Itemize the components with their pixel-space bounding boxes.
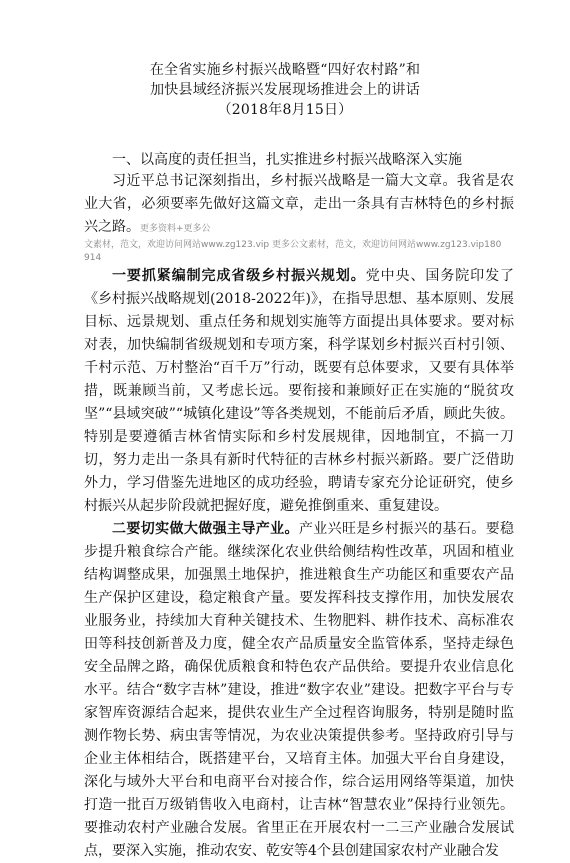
- paragraph-2-text: 党中央、国务院印发了《乡村振兴战略规划(2018-2022年)》，在指导思想、基本原则、发展目标、远景规划、重点任务和规划实施等方面提出具体要求。要对标对表，加快编制省级规划和专项方案，科学谋划乡村振兴百村引领、千村示范、万村整治“百千万”行动，既要有总体要求，又要有具体举措，既兼顾当前，又考虑长远。要衔接和兼顾好正在实施的“脱贫攻坚”“县域突破”“城镇化建设”等各类规划，不能前后矛盾，顾此失彼。特别是要遵循吉林省情实际和乡村发展规律，因地制宜，不搞一刀切，努力走出一条具有新时代特征的吉林乡村振兴新路。要广泛借助外力，学习借鉴先进地区的成功经验，聘请专家充分论证研究，使乡村振兴从起步阶段就把握好度，避免推倒重来、重复建设。: [84, 268, 515, 514]
- section-heading-1: 一、以高度的责任担当，扎实推进乡村振兴战略深入实施: [112, 152, 462, 168]
- paragraph-2: [84, 265, 514, 518]
- title-line-2: 加快县域经济振兴发展现场推进会上的讲话: [150, 82, 420, 98]
- speech-title: [0, 60, 570, 120]
- inline-watermark: 更多资料+更多公: [140, 224, 211, 234]
- title-line-1: 在全省实施乡村振兴战略暨“四好农村路”和: [149, 62, 421, 78]
- paragraph-3: [84, 518, 514, 863]
- paragraph-2-lead: 一要抓紧编制完成省级乡村振兴规划。: [112, 268, 366, 284]
- paragraph-3-text: 产业兴旺是乡村振兴的基石。要稳步提升粮食综合产能。继续深化农业供给侧结构性改革，巩固和植业结构调整成果，加强黑土地保护，推进粮食生产功能区和重要农产品生产保护区建设，稳定粮食产量。要发挥科技支撑作用，加快发展农业服务业，持续加大育种关键技术、生物肥料、耕作技术、高标准农田等科技创新普及力度，健全农产品质量安全监管体系，坚持走绿色安全品牌之路，确保优质粮食和特色农产品供给。要提升农业信息化水平。结合“数字吉林”建设，推进“数字农业”建设。把数字平台与专家智库资源结合起来，提供农业生产全过程咨询服务，特别是随时监测作物长势、病虫害等情况，为农业决策提供参考。坚持政府引导与企业主体相结合，既搭建平台，又培育主体。加强大平台自身建设，深化与域外大平台和电商平台对接合作，综合运用网络等渠道，加快打造一批百万级销售收入电商村，让吉林“智慧农业”保持行业领先。要推动农村产业融合发展。省里正在开展农村一二三产业融合发展试点，要深入实施，推动农安、乾安等4个县创建国家农村产业融合发: [84, 521, 515, 859]
- document-body: [84, 150, 514, 863]
- paragraph-1: [84, 170, 514, 239]
- paragraph-3-lead: 二要切实做大做强主导产业。: [112, 521, 299, 537]
- title-date: （2018年8月15日）: [217, 102, 353, 118]
- paragraph-1-text: 习近平总书记深刻指出，乡村振兴战略是一篇大文章。我省是农业大省，必须要率先做好这篇文章，走出一条具有吉林特色的乡村振兴之路。: [84, 173, 514, 235]
- watermark-line: 文素材，范文，欢迎访问网站www.zg123.vip 更多公文素材，范文，欢迎访问网站www.zg123.vip180 914: [84, 240, 502, 263]
